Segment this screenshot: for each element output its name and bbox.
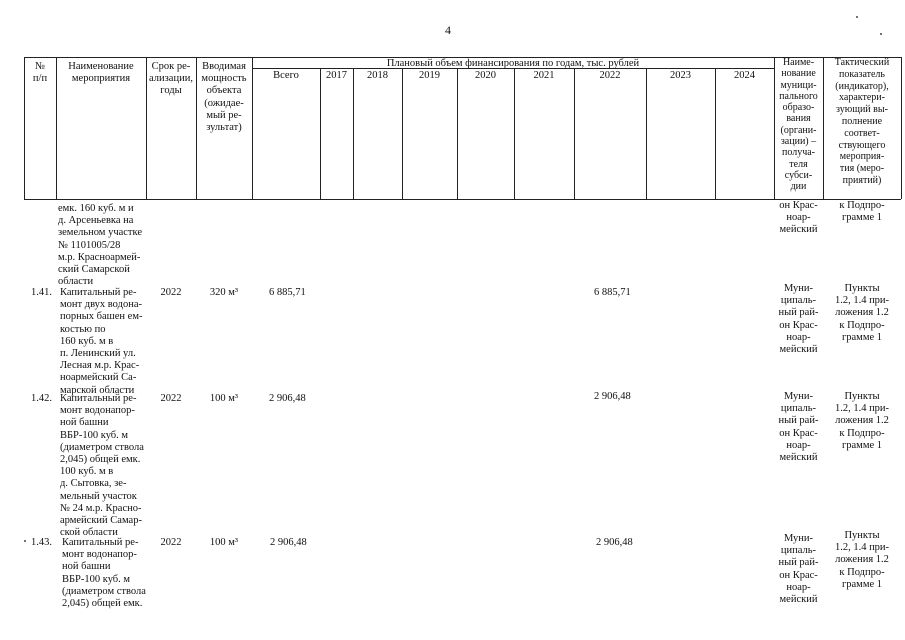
header-year-2019: 2019 <box>419 70 440 81</box>
row-142-term: 2022 <box>160 393 182 404</box>
continuation-recipient: он Крас- ноар- мейский <box>779 200 818 236</box>
grid-line <box>901 57 902 199</box>
row-141-recipient: Муни- ципаль- ный рай- он Крас- ноар- мейский <box>778 283 819 356</box>
header-term: Срок ре- ализации, годы <box>149 61 193 97</box>
grid-line <box>715 68 716 199</box>
row-142-2022: 2 906,48 <box>594 391 631 402</box>
row-141-total: 6 885,71 <box>269 287 306 298</box>
scan-speck <box>856 16 858 18</box>
row-141-2022: 6 885,71 <box>594 287 631 298</box>
scan-speck <box>24 540 26 542</box>
header-bottom-border <box>24 199 901 200</box>
row-142-total: 2 906,48 <box>269 393 306 404</box>
grid-line <box>402 68 403 199</box>
row-141-indicator: Пункты 1.2, 1.4 при- ложения 1.2 к Подпро- грамме 1 <box>834 283 890 343</box>
row-142-name: Капитальный ре- монт водонапор- ной башни ВБР-100 куб. м (диаметром ствола 2,045) общей емк. 100 куб. м в д. Сытовка, зе- мельный участок № 24 м.р. Красно- армейский Самар- ской области <box>60 393 144 539</box>
header-year-2018: 2018 <box>367 70 388 81</box>
header-total: Всего <box>273 70 299 81</box>
row-141-capacity: 320 м³ <box>209 287 239 298</box>
header-capacity: Вводимая мощность объекта (ожидае- мый ре- зультат) <box>201 61 247 134</box>
page-number: 4 <box>445 23 451 37</box>
header-year-2021: 2021 <box>533 70 555 81</box>
row-142-num: 1.42. <box>31 393 52 404</box>
row-143-indicator: Пункты 1.2, 1.4 при- ложения 1.2 к Подпро- грамме 1 <box>834 530 890 590</box>
row-143-capacity: 100 м³ <box>209 537 239 548</box>
row-142-recipient: Муни- ципаль- ный рай- он Крас- ноар- мейский <box>778 391 819 464</box>
header-num: № п/п <box>32 61 48 85</box>
grid-line <box>320 68 321 199</box>
header-year-2020: 2020 <box>475 70 496 81</box>
grid-line <box>457 68 458 199</box>
header-year-2017: 2017 <box>326 70 347 81</box>
row-143-name: Капитальный ре- монт водонапор- ной башни ВБР-100 куб. м (диаметром ствола 2,045) общей емк. <box>62 537 146 610</box>
row-143-2022: 2 906,48 <box>596 537 633 548</box>
header-year-2023: 2023 <box>670 70 691 81</box>
grid-line <box>353 68 354 199</box>
row-143-term: 2022 <box>160 537 182 548</box>
row-142-indicator: Пункты 1.2, 1.4 при- ложения 1.2 к Подпро- грамме 1 <box>834 391 890 451</box>
grid-line <box>574 68 575 199</box>
header-year-2024: 2024 <box>734 70 755 81</box>
header-plan: Плановый объем финансирования по годам, тыс. рублей <box>386 58 640 69</box>
grid-line <box>646 68 647 199</box>
grid-line <box>514 68 515 199</box>
header-indicator: Тактический показатель (индикатор), характери- зующий вы- полнение соответ- ствующего мероприя- тия (меро- приятий) <box>834 57 890 186</box>
row-141-name: Капитальный ре- монт двух водона- порных башен ем- костью по 160 куб. м в п. Ленинский ул. Лесная м.р. Крас- ноармейский Са- марской области <box>60 287 143 396</box>
header-name: Наименование мероприятия <box>68 61 134 85</box>
header-recipient: Наиме- нование муници- пального образо- вания (органи- зации) – получа- теля субси- дии <box>779 57 818 193</box>
row-142-capacity: 100 м³ <box>209 393 239 404</box>
row-141-num: 1.41. <box>31 287 52 298</box>
header-year-2022: 2022 <box>599 70 621 81</box>
row-143-recipient: Муни- ципаль- ный рай- он Крас- ноар- мейский <box>778 533 819 606</box>
row-141-term: 2022 <box>160 287 182 298</box>
row-143-num: 1.43. <box>31 537 52 548</box>
continuation-indicator: к Подпро- грамме 1 <box>839 200 885 224</box>
scan-speck <box>880 33 882 35</box>
row-143-total: 2 906,48 <box>270 537 307 548</box>
continuation-name: емк. 160 куб. м и д. Арсеньевка на земельном участке № 1101005/28 м.р. Красноармей- ский Самарской области <box>58 203 143 288</box>
